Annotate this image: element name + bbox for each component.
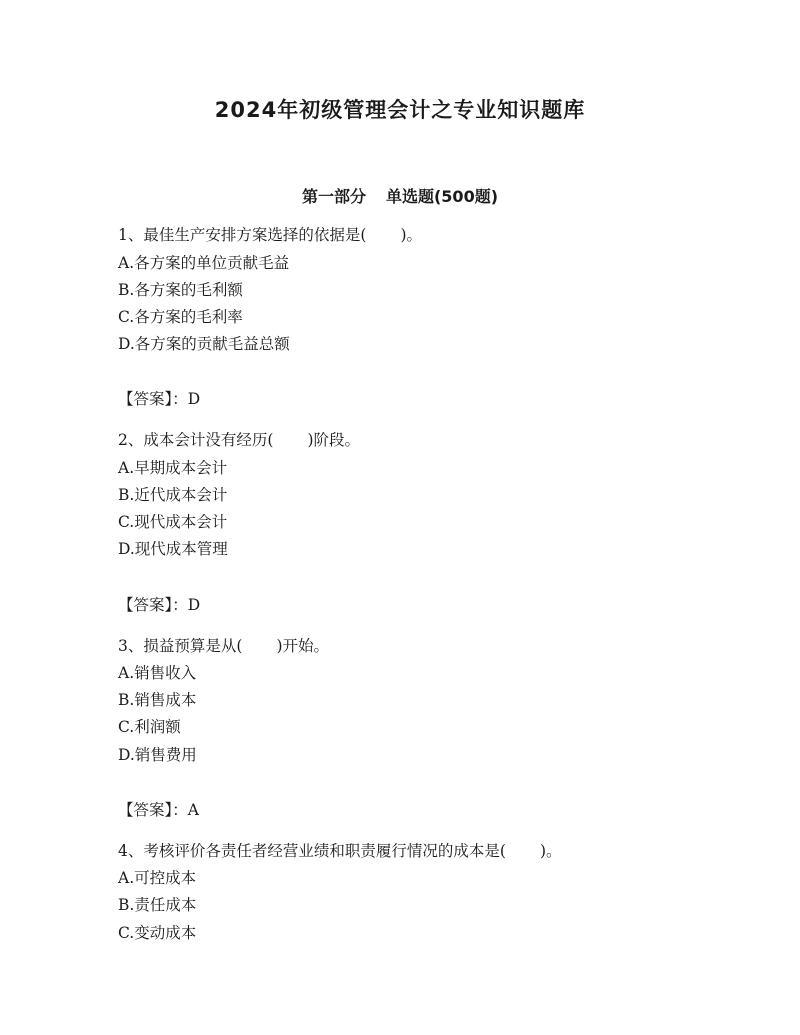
question-list (118, 222, 758, 947)
option-d: D.各方案的贡献毛益总额 (118, 335, 290, 354)
question-stem: 4、考核评价各责任者经营业绩和职责履行情况的成本是( )。 (118, 841, 562, 860)
question-2 (118, 427, 758, 618)
question-3 (118, 633, 758, 824)
document-title: 2024年初级管理会计之专业知识题库 (214, 98, 586, 122)
option-b: B.销售成本 (118, 691, 197, 710)
option-c: C.变动成本 (118, 923, 197, 942)
option-d: D.销售费用 (118, 745, 197, 764)
question-1 (118, 222, 758, 413)
answer-line: 【答案】：A (118, 800, 199, 819)
section-heading (0, 184, 800, 207)
answer-line: 【答案】：D (118, 595, 201, 614)
answer-value: A (187, 800, 199, 819)
option-c: C.现代成本会计 (118, 513, 228, 532)
option-a: A.销售收入 (118, 664, 197, 682)
option-c: C.各方案的毛利率 (118, 307, 243, 326)
question-4 (118, 838, 758, 947)
option-c: C.利润额 (118, 718, 181, 737)
option-d: D.现代成本管理 (118, 540, 228, 559)
answer-value: D (187, 595, 201, 614)
question-stem: 3、损益预算是从( )开始。 (118, 636, 329, 655)
answer-value: D (187, 390, 201, 409)
option-b: B.近代成本会计 (118, 485, 228, 504)
option-a: A.早期成本会计 (118, 458, 228, 477)
section-type: 单选题(500题) (385, 187, 499, 206)
option-b: B.各方案的毛利额 (118, 280, 243, 299)
section-part: 第一部分 (301, 187, 366, 206)
option-b: B.责任成本 (118, 896, 197, 915)
option-a: A.各方案的单位贡献毛益 (118, 253, 290, 272)
answer-line: 【答案】：D (118, 390, 201, 409)
question-stem: 1、最佳生产安排方案选择的依据是( )。 (118, 226, 422, 244)
question-stem: 2、成本会计没有经历( )阶段。 (118, 431, 360, 450)
option-a: A.可控成本 (118, 869, 197, 888)
